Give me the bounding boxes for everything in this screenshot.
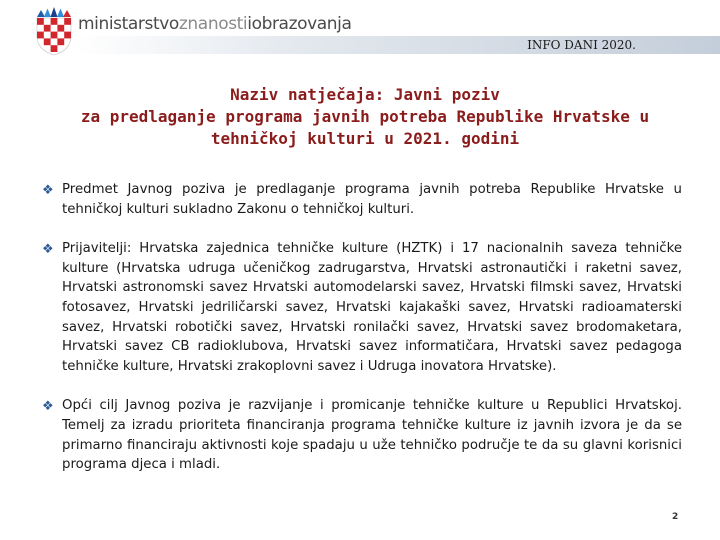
header-band	[74, 36, 720, 54]
bullet-item-subject	[42, 180, 682, 219]
ministry-logo-text: ministarstvoznanostiiobrazovanja	[78, 14, 352, 34]
diamond-bullet-icon: ❖	[42, 242, 54, 258]
bullet-item-goal	[42, 396, 682, 474]
title-line-3: tehničkoj kulturi u 2021. godini	[210, 129, 520, 148]
page-number: 2	[672, 512, 679, 522]
bullet-item-applicants	[42, 239, 682, 376]
title-line-1: Naziv natječaja: Javni poziv	[230, 85, 500, 104]
bullet-list	[42, 180, 682, 475]
croatian-coat-of-arms-icon	[34, 6, 74, 56]
title-line-2: za predlaganje programa javnih potreba Republike Hrvatske u	[80, 107, 650, 126]
bullet-text: Prijavitelji: Hrvatska zajednica tehničke kulture (HZTK) i 17 nacionalnih saveza tehničke kulture (Hrvatska udruga učeničkog zadrugarstva, Hrvatski astronautički i raketni savez, Hrvatski astronomski savez Hrvatski automodelarski savez, Hrvatski filmski savez, Hrvatski fotosavez, Hrvatski jedriličarski savez, Hrvatski kajakaški savez, Hrvatski radioamaterski savez, Hrvatski robotički savez, Hrvatski ronilački savez, Hrvatski savez brodomaketara, Hrvatski savez CB radioklubova, Hrvatski savez informatičara, Hrvatski savez pedagoga tehničke kulture, Hrvatski zrakoplovni savez i Udruga inovatora Hrvatske).	[62, 241, 682, 374]
header	[0, 0, 720, 60]
diamond-bullet-icon: ❖	[42, 399, 54, 415]
bullet-text: Opći cilj Javnog poziva je razvijanje i promicanje tehničke kulture u Republici Hrvatskoj. Temelj za izradu prioriteta financiranja programa tehničke kulture iz javnih izvora je da se primarno financiraju aktivnosti koje spadaju u uže tehničko područje te da su glavni korisnici programa djeca i mladi.	[62, 398, 682, 473]
slide-title	[40, 84, 690, 150]
diamond-bullet-icon: ❖	[42, 183, 54, 198]
bullet-text: Predmet Javnog poziva je predlaganje programa javnih potreba Republike Hrvatske u tehničkoj kulturi sukladno Zakonu o tehničkoj kulturi.	[62, 182, 682, 217]
event-label: INFO DANI 2020.	[527, 38, 636, 52]
